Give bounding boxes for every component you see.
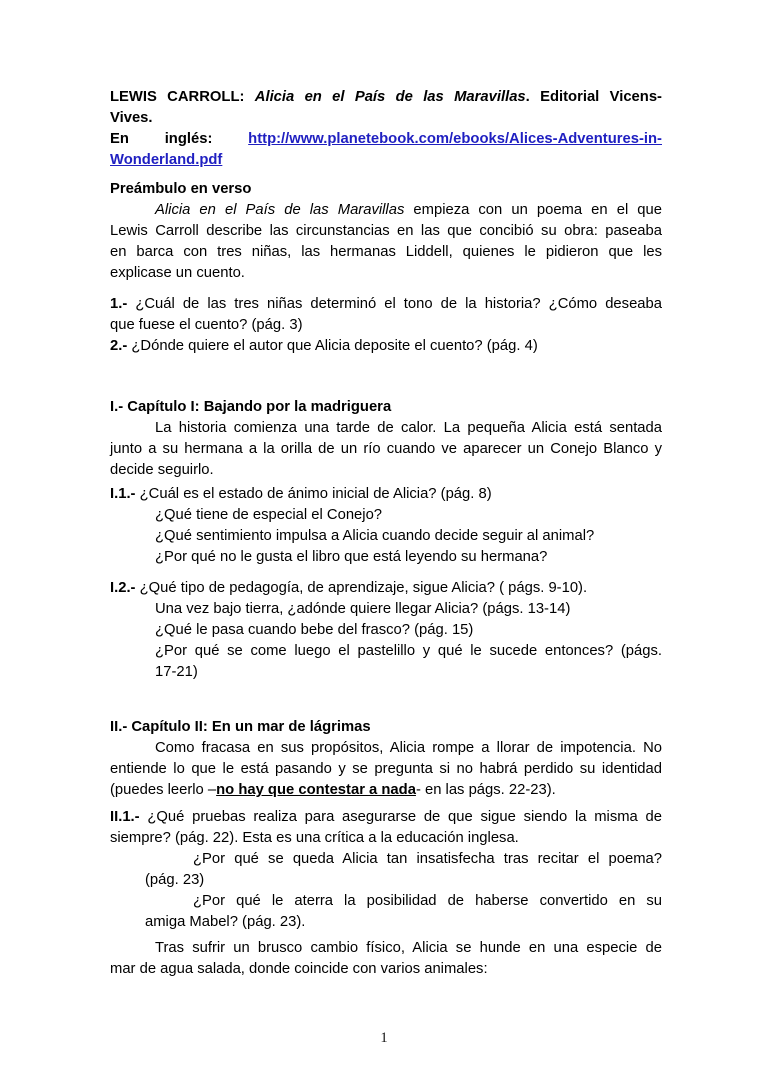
text-line [110,662,662,683]
text-line [110,891,662,912]
document-body [110,87,662,980]
text-run: I.- Capítulo I: Bajando por la madriguera [110,399,392,415]
text-line [110,759,662,780]
text-line [110,294,662,315]
text-line [110,336,662,357]
text-line [110,912,662,933]
q-i2-block [110,578,662,683]
text-run: que fuese el cuento? (pág. 3) [110,317,303,333]
chapter2-block [110,717,662,801]
text-line [110,460,662,481]
text-run: ¿Qué le pasa cuando bebe del frasco? (pág. 15) [155,622,474,638]
text-line [110,641,662,662]
text-run: (puedes leerlo – [110,782,217,798]
text-run: Lewis Carroll describe las circunstancias en las que concibió su obra: paseaba [110,223,662,239]
text-line [110,179,662,200]
text-line [110,397,662,418]
text-line [110,221,662,242]
text-run: Preámbulo en verso [110,181,252,197]
text-line [110,738,662,759]
text-line [110,599,662,620]
chapter1-block [110,397,662,481]
text-run: . Editorial Vicens- [525,89,662,105]
text-line [110,870,662,891]
text-line [110,620,662,641]
text-run: explicase un cuento. [110,265,245,281]
text-run: ¿Cuál es el estado de ánimo inicial de Alicia? (pág. 8) [139,486,492,502]
text-run: siempre? (pág. 22). Esta es una crítica a la educación inglesa. [110,830,519,846]
text-run: decide seguirlo. [110,462,214,478]
wonderland-pdf-link[interactable]: Wonderland.pdf [110,152,223,168]
text-run: LEWIS CARROLL: [110,89,255,105]
text-run: La historia comienza una tarde de calor. La pequeña Alicia está sentada [155,420,662,436]
text-line [110,484,662,505]
text-run: en barca con tres niñas, las hermanas Liddell, quienes le pidieron que les [110,244,662,260]
text-line [110,717,662,738]
text-run: II.- Capítulo II: En un mar de lágrimas [110,719,371,735]
text-run: no hay que contestar a nada [216,782,416,798]
text-line [110,578,662,599]
text-run: ¿Cuál de las tres niñas determinó el tono de la historia? ¿Cómo deseaba [135,296,662,312]
text-line [110,242,662,263]
text-run: Tras sufrir un brusco cambio físico, Alicia se hunde en una especie de [155,940,662,956]
text-line [110,938,662,959]
text-line [110,807,662,828]
closing-paragraph-block [110,938,662,980]
text-run: I.2.- [110,580,140,596]
text-run: 2.- [110,338,132,354]
text-run: ¿Dónde quiere el autor que Alicia deposite el cuento? (pág. 4) [131,338,538,354]
text-run: ¿Por qué le aterra la posibilidad de haberse convertido en su [193,893,662,909]
q-ii1-block [110,807,662,933]
text-run: mar de agua salada, donde coincide con varios animales: [110,961,488,977]
text-run: ¿Por qué se come luego el pastelillo y qué le sucede entonces? (págs. [155,643,662,659]
text-run: amiga Mabel? (pág. 23). [145,914,306,930]
text-run: ¿Qué tipo de pedagogía, de aprendizaje, sigue Alicia? ( págs. 9-10). [139,580,588,596]
text-line [110,526,662,547]
text-line [110,315,662,336]
text-run: Vives. [110,110,153,126]
text-run: En inglés: [110,131,249,147]
text-line [110,959,662,980]
text-line [110,108,662,129]
text-run: empieza con un poema en el que [404,202,662,218]
text-line [110,547,662,568]
text-run: ¿Qué pruebas realiza para asegurarse de que sigue siendo la misma de [147,809,662,825]
text-run: - en las págs. 22-23). [415,782,556,798]
text-run: Como fracasa en sus propósitos, Alicia rompe a llorar de impotencia. No [155,740,662,756]
text-line [110,129,662,150]
text-line [110,263,662,284]
page-number: 1 [380,1030,388,1046]
text-run: ¿Qué tiene de especial el Conejo? [155,507,383,523]
text-run: Una vez bajo tierra, ¿adónde quiere llegar Alicia? (págs. 13-14) [155,601,571,617]
text-line [110,828,662,849]
text-run: ¿Qué sentimiento impulsa a Alicia cuando decide seguir al animal? [155,528,595,544]
text-line [110,849,662,870]
text-run: I.1.- [110,486,140,502]
text-line [110,505,662,526]
text-run: (pág. 23) [145,872,205,888]
q-i1-block [110,484,662,568]
preamble-block [110,179,662,284]
citation-block [110,87,662,171]
text-run: ¿Por qué no le gusta el libro que está leyendo su hermana? [155,549,548,565]
text-run: II.1.- [110,809,148,825]
text-run: junto a su hermana a la orilla de un río cuando ve aparecer un Conejo Blanco y [110,441,662,457]
text-line [110,87,662,108]
text-run: entiende lo que le está pasando y se pregunta si no habrá perdido su identidad [110,761,662,777]
text-line [110,150,662,171]
text-run: 1.- [110,296,136,312]
text-line [110,418,662,439]
text-line [110,439,662,460]
intro-questions-block [110,294,662,357]
text-line [110,200,662,221]
text-run: Alicia en el País de las Maravillas [254,89,526,105]
text-line [110,780,662,801]
text-run: Alicia en el País de las Maravillas [155,202,405,218]
wonderland-pdf-link[interactable]: http://www.planetebook.com/ebooks/Alices-Adventures-in- [248,131,662,147]
text-run: ¿Por qué se queda Alicia tan insatisfecha tras recitar el poema? [193,851,662,867]
text-run: 17-21) [155,664,198,680]
